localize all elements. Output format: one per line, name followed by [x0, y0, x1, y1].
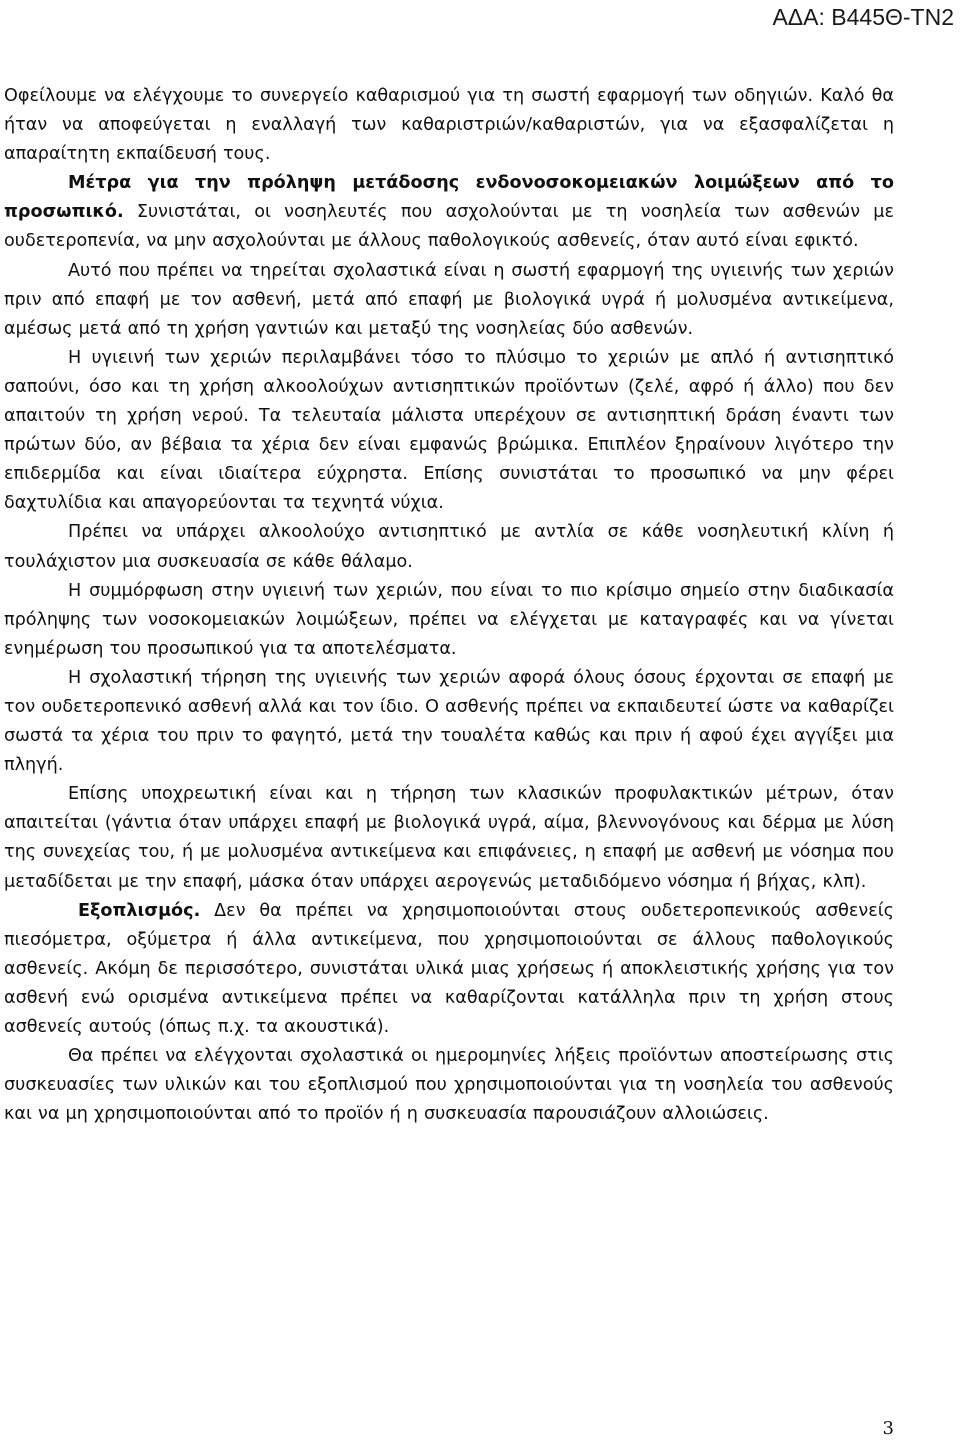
paragraph-patient-education: Η σχολαστική τήρηση της υγιεινής των χεριών αφορά όλους όσους έρχονται σε επαφή με τον ουδετεροπενικό ασθενή αλλά και τον ίδιο. Ο ασθενής πρέπει να εκπαιδευτεί ώστε να καθαρίζει σωστά τα χέρια του πριν το φαγητό, μετά την τουαλέτα καθώς και πριν ή αφού έχει αγγίξει μια πληγή.	[4, 667, 894, 776]
paragraph-alcohol-dispenser: Πρέπει να υπάρχει αλκοολούχο αντισηπτικό με αντλία σε κάθε νοσηλευτική κλίνη ή τουλάχιστον μια συσκευασία σε κάθε θάλαμο.	[4, 522, 894, 572]
paragraph-hand-hygiene-methods: Η υγιεινή των χεριών περιλαμβάνει τόσο το πλύσιμο το χεριών με απλό ή αντισηπτικό σαπούνι, όσο και τη χρήση αλκοολούχων αντισηπτικών προϊόντων (ζελέ, αφρό ή άλλο) που δεν απαιτούν τη χρήση νερού. Τα τελευταία μάλιστα υπερέχουν σε αντισηπτική δράση έναντι των πρώτων δύο, αν βέβαια τα χέρια δεν είναι εμφανώς βρώμικα. Επιπλέον ξηραίνουν λιγότερο την επιδερμίδα και είναι ιδιαίτερα εύχρηστα. Επίσης συνιστάται το προσωπικό να μην φέρει δαχτυλίδια και απαγορεύονται τα τεχνητά νύχια.	[4, 347, 894, 514]
ada-code: ΑΔΑ: Β445Θ-ΤΝ2	[772, 4, 954, 30]
paragraph-compliance: Η συμμόρφωση στην υγιεινή των χεριών, που είναι το πιο κρίσιμο σημείο στην διαδικασία πρόληψης των νοσοκομειακών λοιμώξεων, πρέπει να ελέγχεται με καταγραφές και να γίνεται ενημέρωση του προσωπικού για τα αποτελέσματα.	[4, 580, 894, 659]
section-heading-staff-measures: Μέτρα για την πρόληψη μετάδοσης ενδονοσοκομειακών λοιμώξεων από το προσωπικό.	[4, 173, 894, 223]
paragraph-equipment	[4, 897, 894, 1042]
paragraph-staff-measures	[4, 169, 894, 256]
paragraph-standard-precautions: Επίσης υποχρεωτική είναι και η τήρηση των κλασικών προφυλακτικών μέτρων, όταν απαιτείται (γάντια όταν υπάρχει επαφή με βιολογικά υγρά, αίμα, βλεννογόνους και δέρμα με λύση της συνεχείας του, ή με μολυσμένα αντικείμενα και επιφάνειες, η επαφή με ασθενή με νόσημα που μεταδίδεται με την επαφή, μάσκα όταν υπάρχει αερογενώς μεταδιδόμενο νόσημα ή βήχας, κλπ).	[4, 784, 894, 892]
paragraph-cleaning-crew: Οφείλουμε να ελέγχουμε το συνεργείο καθαρισμού για τη σωστή εφαρμογή των οδηγιών. Καλό θα ήταν να αποφεύγεται η εναλλαγή των καθαριστριών/καθαριστών, για να εξασφαλίζεται η απαραίτητη εκπαίδευσή τους.	[4, 86, 894, 165]
section-heading-equipment: Εξοπλισμός.	[78, 900, 201, 921]
equipment-text: Δεν θα πρέπει να χρησιμοποιούνται στους ουδετεροπενικούς ασθενείς πιεσόμετρα, οξύμετρα ή άλλα αντικείμενα, που χρησιμοποιούνται σε άλλους παθολογικούς ασθενείς. Ακόμη δε περισσότερο, συνιστάται υλικά μιας χρήσεως ή αποκλειστικής χρήσης για τον ασθενή ενώ ορισμένα αντικείμενα πρέπει να καθαρίζονται κατάλληλα πριν τη χρήση στους ασθενείς αυτούς (όπως π.χ. τα ακουστικά).	[4, 900, 894, 1037]
paragraph-expiry-dates: Θα πρέπει να ελέγχονται σχολαστικά οι ημερομηνίες λήξεις προϊόντων αποστείρωσης στις συσκευασίες των υλικών και του εξοπλισμού που χρησιμοποιούνται για τη νοσηλεία του ασθενούς και να μη χρησιμοποιούνται από το προϊόν ή η συσκευασία παρουσιάζουν αλλοιώσεις.	[4, 1046, 894, 1125]
staff-measures-text: Συνιστάται, οι νοσηλευτές που ασχολούνται με τη νοσηλεία των ασθενών με ουδετεροπενία, να μην ασχολούνται με άλλους παθολογικούς ασθενείς, όταν αυτό είναι εφικτό.	[4, 202, 894, 252]
document-body	[4, 82, 894, 1129]
page-number: 3	[882, 1418, 894, 1439]
paragraph-hand-hygiene-moments: Αυτό που πρέπει να τηρείται σχολαστικά είναι η σωστή εφαρμογή της υγιεινής των χεριών πριν από επαφή με τον ασθενή, μετά από επαφή με βιολογικά υγρά ή μολυσμένα αντικείμενα, αμέσως μετά από τη χρήση γαντιών και μεταξύ της νοσηλείας δύο ασθενών.	[4, 260, 894, 339]
